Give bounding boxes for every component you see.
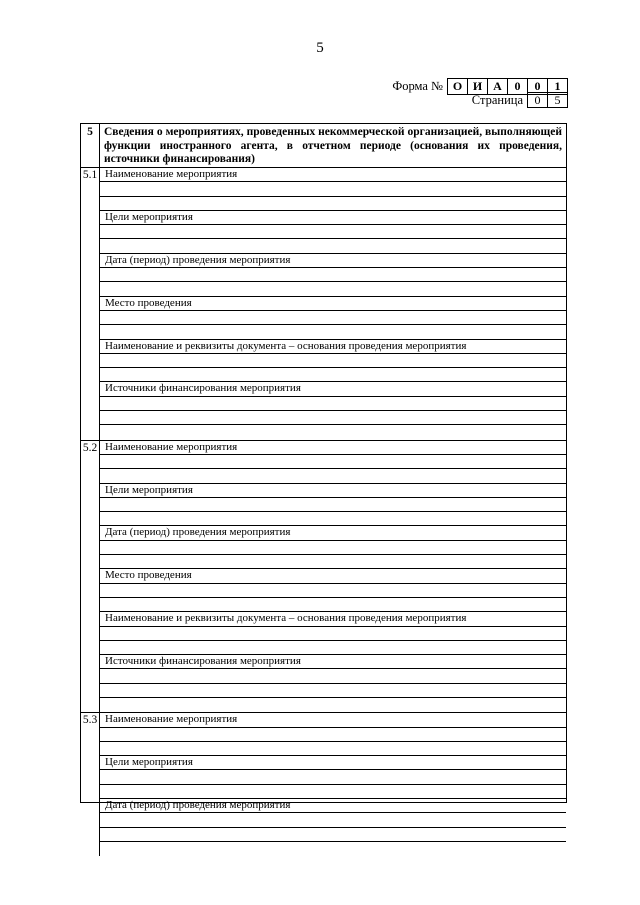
entry-line[interactable] [100, 182, 566, 196]
subsections-container [81, 168, 566, 856]
entry-line[interactable] [100, 411, 566, 425]
form-code-cell: А [488, 79, 508, 94]
entry-line[interactable] [100, 268, 566, 282]
form-page-line [472, 92, 568, 108]
form-code-cell: 0 [508, 79, 528, 94]
entry-line[interactable] [100, 311, 566, 325]
field-label: Дата (период) проведения мероприятия [100, 254, 566, 268]
events-form-table [80, 123, 567, 812]
section-title: Сведения о мероприятиях, проведенных некоммерческой организацией, выполняющей функции иностранного агента, в отчетном периоде (основания их проведения, источники финансирования) [104, 126, 562, 165]
entry-line[interactable] [100, 498, 566, 512]
subsection-number: 5.1 [81, 168, 100, 440]
entry-line[interactable] [100, 742, 566, 756]
field-label: Наименование мероприятия [100, 441, 566, 455]
entry-line[interactable] [100, 469, 566, 483]
subsection-number: 5.2 [81, 441, 100, 713]
field-label: Место проведения [100, 569, 566, 583]
entry-line[interactable] [100, 555, 566, 569]
entry-line[interactable] [100, 728, 566, 742]
entry-line[interactable] [100, 282, 566, 296]
subsection-block [81, 712, 566, 856]
entry-line[interactable] [100, 598, 566, 612]
field-label: Место проведения [100, 297, 566, 311]
entry-line[interactable] [100, 684, 566, 698]
entry-line[interactable] [100, 785, 566, 799]
block-spacer [100, 842, 566, 856]
field-label: Наименование и реквизиты документа – основания проведения мероприятия [100, 612, 566, 626]
entry-line[interactable] [100, 541, 566, 555]
field-label: Цели мероприятия [100, 756, 566, 770]
page-number: 5 [316, 40, 324, 56]
entry-line[interactable] [100, 397, 566, 411]
field-label: Цели мероприятия [100, 211, 566, 225]
field-label: Источники финансирования мероприятия [100, 382, 566, 396]
entry-line[interactable] [100, 197, 566, 211]
entry-line[interactable] [100, 770, 566, 784]
entry-line[interactable] [100, 368, 566, 382]
subsection-body [100, 168, 566, 440]
form-code-cell: И [468, 79, 488, 94]
subsection-body [100, 713, 566, 856]
subsection-block [81, 440, 566, 713]
field-label: Дата (период) проведения мероприятия [100, 526, 566, 540]
entry-line[interactable] [100, 325, 566, 339]
entry-line[interactable] [100, 669, 566, 683]
form-page-digit: 5 [554, 93, 561, 107]
form-number-label: Форма № [392, 79, 443, 93]
section-header-row [81, 124, 566, 168]
entry-line[interactable] [100, 354, 566, 368]
field-label: Дата (период) проведения мероприятия [100, 799, 566, 813]
block-spacer [100, 425, 566, 439]
entry-line[interactable] [100, 627, 566, 641]
form-page-label: Страница [471, 92, 523, 107]
entry-line[interactable] [100, 584, 566, 598]
form-page-cells [527, 92, 568, 108]
field-label: Наименование мероприятия [100, 713, 566, 727]
entry-line[interactable] [100, 225, 566, 239]
form-code-cell: 1 [554, 79, 561, 93]
entry-line[interactable] [100, 512, 566, 526]
subsection-block [81, 168, 566, 440]
block-spacer [100, 698, 566, 712]
subsection-body [100, 441, 566, 713]
field-label: Наименование мероприятия [100, 168, 566, 182]
form-page-digit: 0 [528, 93, 548, 107]
field-label: Источники финансирования мероприятия [100, 655, 566, 669]
field-label: Цели мероприятия [100, 484, 566, 498]
entry-line[interactable] [100, 239, 566, 253]
entry-line[interactable] [100, 455, 566, 469]
form-code-cell: О [448, 79, 468, 94]
entry-line[interactable] [100, 813, 566, 827]
field-label: Наименование и реквизиты документа – основания проведения мероприятия [100, 340, 566, 354]
entry-line[interactable] [100, 828, 566, 842]
section-number: 5 [81, 124, 100, 167]
entry-line[interactable] [100, 641, 566, 655]
form-code-cell: 0 [528, 79, 548, 94]
subsection-number: 5.3 [81, 713, 100, 856]
